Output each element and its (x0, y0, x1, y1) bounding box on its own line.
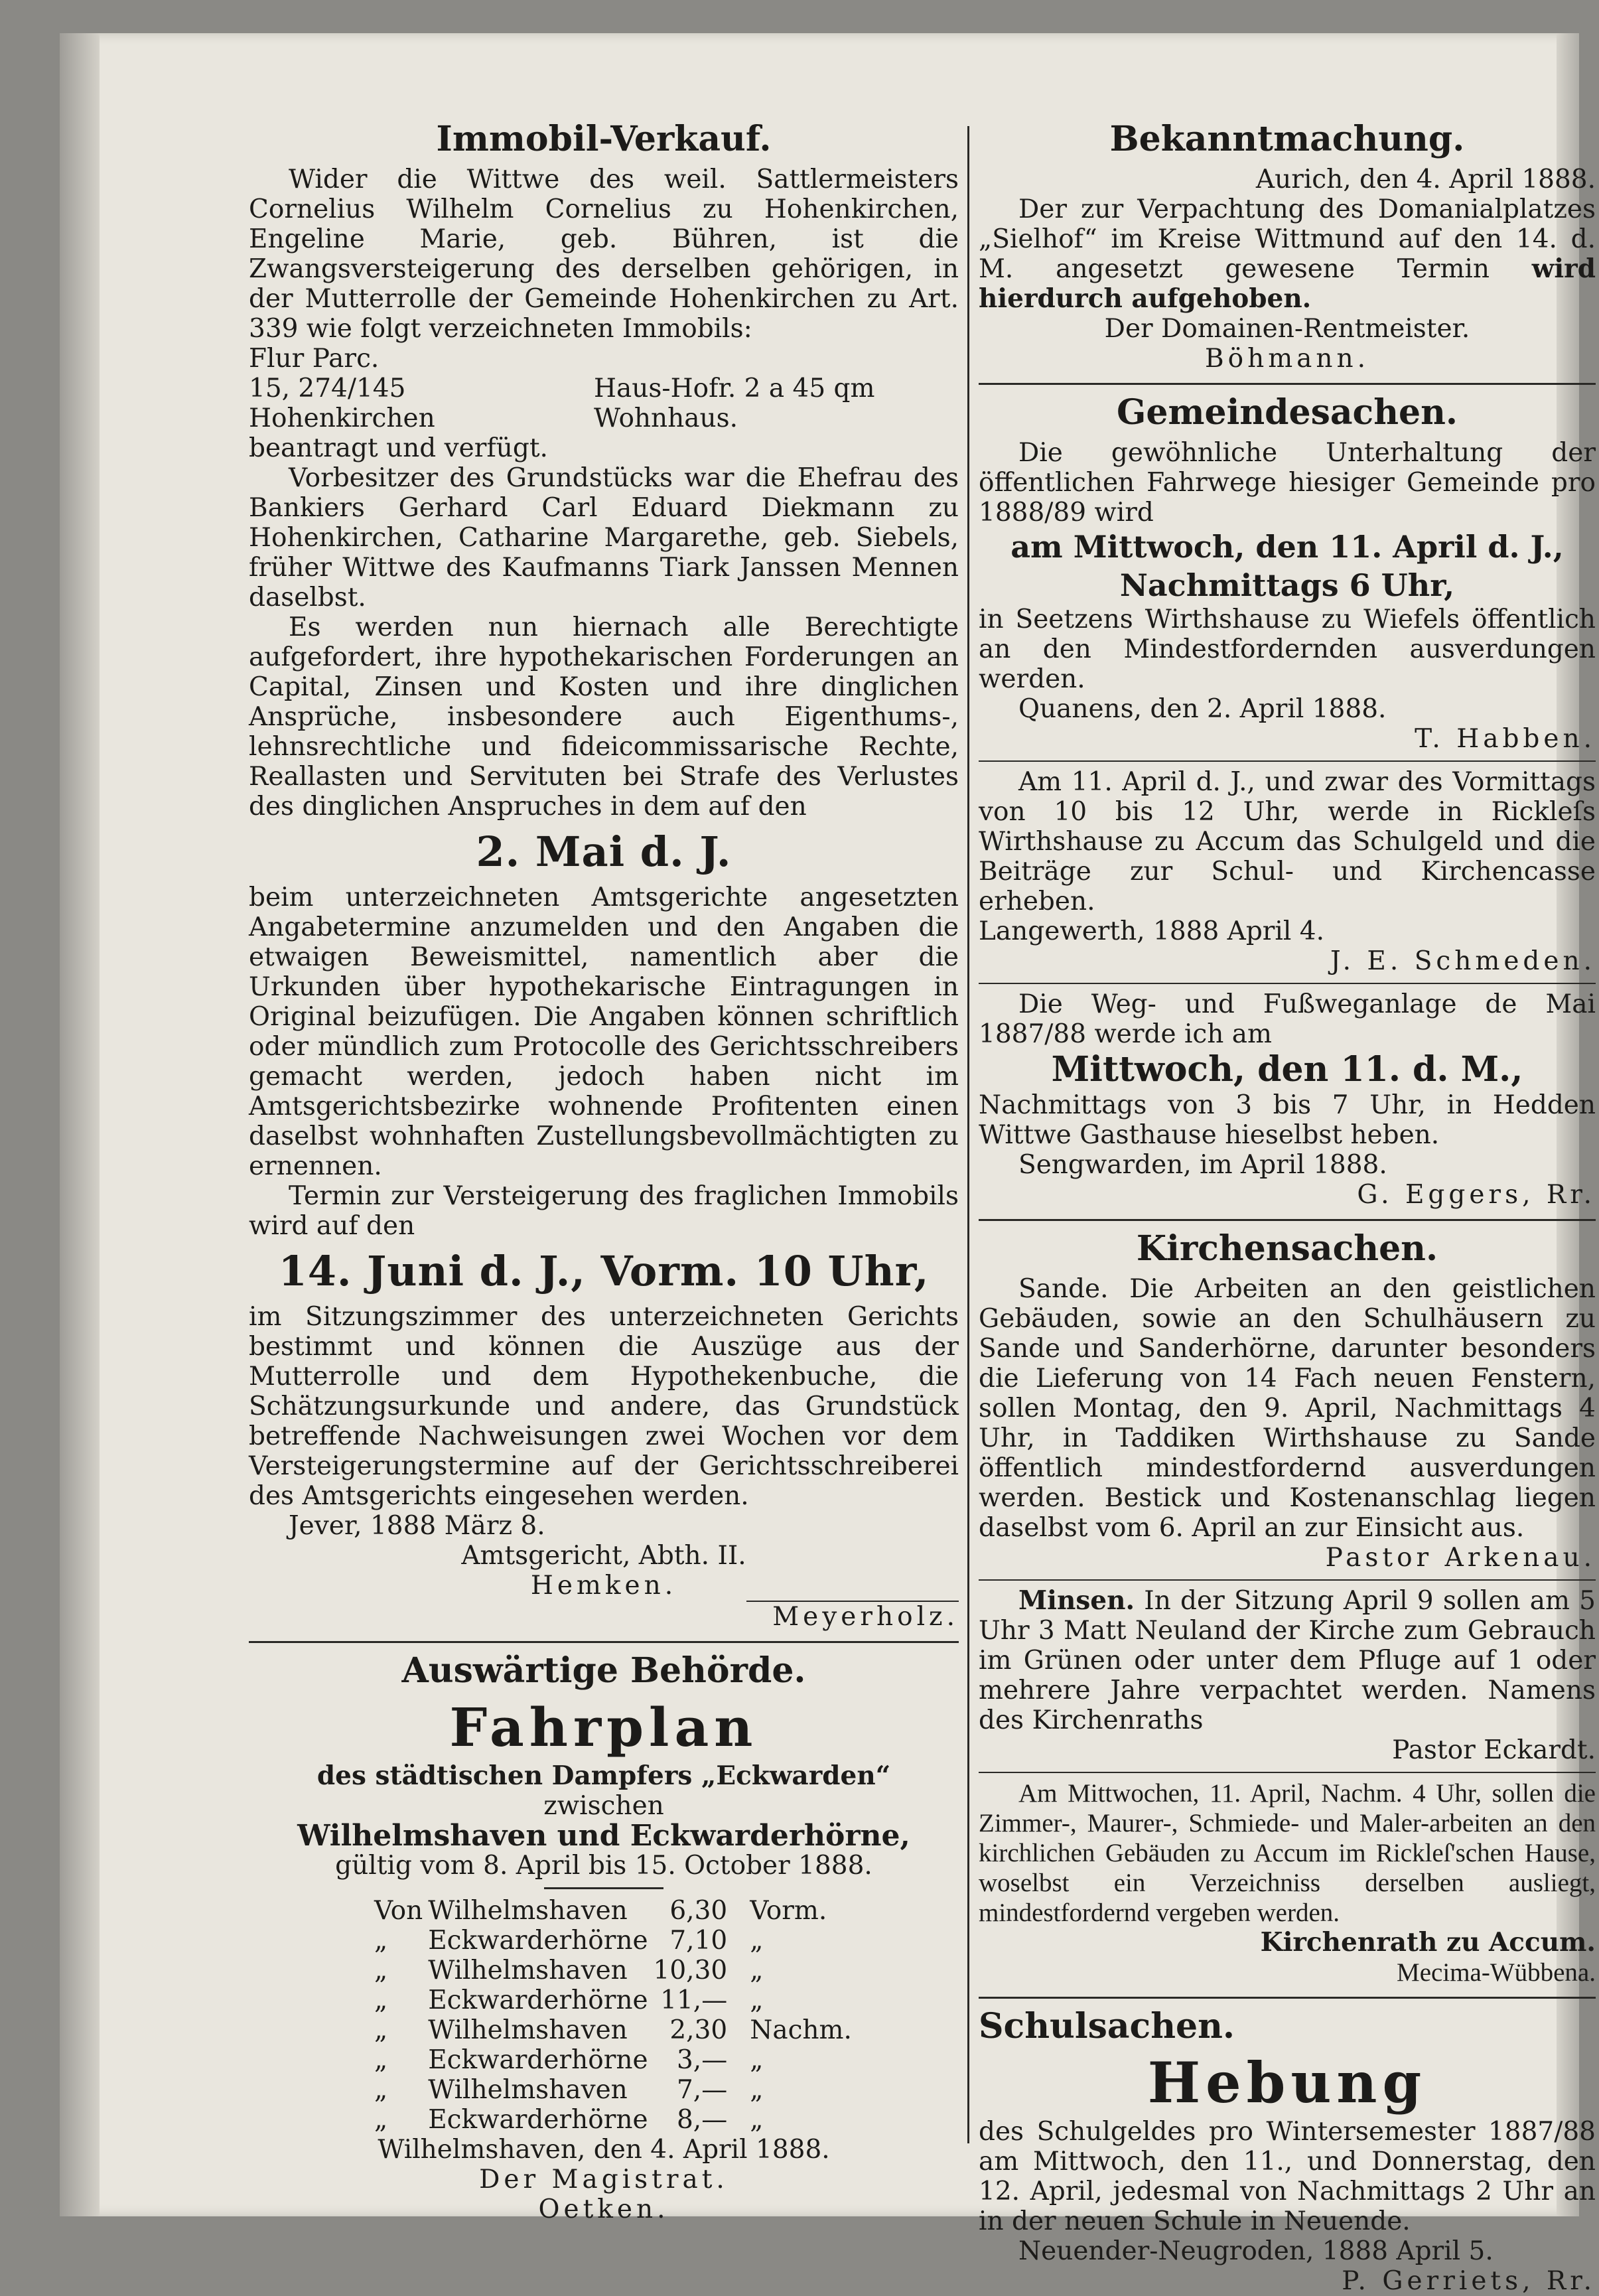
schedule-time: 6,30 (669, 1896, 728, 1926)
immobil-date2: 14. Juni d. J., Vorm. 10 Uhr, (278, 1247, 930, 1295)
immobil-place: Jever, 1888 März 8. (289, 1511, 545, 1541)
schul-place: Neuender-Neugroden, 1888 April 5. (1018, 2236, 1494, 2266)
schedule-quote: „ (374, 1956, 388, 1985)
schedule-dest: Wilhelmshaven (428, 1956, 628, 1985)
schedule-quote: „ (374, 2105, 388, 2135)
kirchen-p2-text: In der Sitzung April 9 sollen am 5 Uhr 3 Matt Neuland der Kirche zum Gebrauch im Grünen oder unter dem Pfluge auf 1 oder mehrere Jahre verpachtet werden. Namens des Kirchenraths (979, 1586, 1596, 1735)
kirchen-sign3: Kirchenrath zu Accum. (1260, 1927, 1596, 1958)
schedule-unit: Nachm. (750, 2015, 852, 2045)
schedule-time: 7,10 (669, 1926, 728, 1956)
kirchen-p1: Sande. Die Arbeiten an den geistlichen Gebäuden, sowie an den Schulhäusern zu Sande und Sanderhörne, darunter besonders die Lieferung von 14 Fach neuen Fenstern, sollen Montag, den 9. April, Nachmittags 4 Uhr, in Taddiken Wirthshause zu Sande öffentlich mindestfordernd ausverdungen werden. Bestick und Kostenanschlag liegen daselbst vom 6. April an zur Einsicht aus. (979, 1274, 1596, 1543)
schedule-unit: „ (750, 2075, 764, 2105)
schedule-dest: Wilhelmshaven (428, 2015, 628, 2045)
column-divider (967, 126, 969, 2143)
schedule-time: 7,— (676, 2075, 728, 2105)
schedule-row (372, 1956, 855, 1985)
bekannt-sign1: Der Domainen-Rentmeister. (1104, 314, 1470, 344)
schedule-time: 11,— (660, 1985, 728, 2015)
fahrplan-sub2: zwischen (543, 1791, 664, 1821)
short-rule (544, 1887, 663, 1889)
immobil-p3: Vorbesitzer des Grundstücks war die Ehefrau des Bankiers Gerhard Carl Eduard Diekmann zu Hohenkirchen, Catharine Margarethe, geb. Siebels, früher Wittwe des Kaufmanns Tiark Janssen Mennen daselbst. (249, 463, 959, 612)
gemeinde-p1: Die gewöhnliche Unterhaltung der öffentlichen Fahrwege hiesiger Gemeinde pro 1888/89 wird (979, 438, 1596, 528)
immobil-p7: im Sitzungszimmer des unterzeichneten Gerichts bestimmt und können die Auszüge aus der Mutterrolle und dem Hypothekenbuche, die Schätzungsurkunde und andere, das Grundstück betreffende Nachweisungen zwei Wochen vor dem Versteigerungstermine auf der Gerichtsschreiberei des Amtsgerichts eingesehen werden. (249, 1302, 959, 1511)
schedule-row (372, 1896, 855, 1926)
schul-sign: P. Gerriets, Rr. (1342, 2266, 1596, 2296)
page-spine (60, 33, 100, 2216)
section-rule (249, 1641, 959, 1643)
fahrplan-sign1: Der Magistrat. (479, 2165, 729, 2194)
gemeinde-p2: in Seetzens Wirthshause zu Wiefels öffentlich an den Mindestfordernden ausverdungen werden. (979, 605, 1596, 694)
flur-label: Flur Parc. (249, 344, 380, 374)
schedule-unit: „ (750, 2105, 764, 2135)
gemeinde-place2: Langewerth, 1888 April 4. (979, 916, 1324, 946)
gemeinde-sign3: G. Eggers, Rr. (1357, 1180, 1596, 1210)
gemeinde-title: Gemeindesachen. (1116, 392, 1458, 433)
immobil-p1: Wider die Wittwe des weil. Sattlermeisters Cornelius Wilhelm Cornelius zu Hohenkirchen, Engeline Marie, geb. Bühren, ist die Zwangsversteigerung des derselben gehörigen, in der Mutterrolle der Gemeinde Hohenkirchen zu Art. 339 wie folgt verzeichneten Immobils: (249, 165, 959, 344)
immobil-p2: beantragt und verfügt. (249, 433, 548, 463)
gemeinde-sign1: T. Habben. (1415, 724, 1596, 754)
schedule-quote: Von (374, 1896, 423, 1926)
fahrplan-schedule (372, 1896, 852, 2135)
gemeinde-big2: Nachmittags 6 Uhr, (1119, 567, 1455, 603)
notice-rule (979, 1579, 1596, 1581)
schedule-dest: Wilhelmshaven (428, 1896, 628, 1926)
notice-rule (979, 983, 1596, 984)
kirchen-sign2: Pastor Eckardt. (1392, 1735, 1596, 1765)
section-rule (979, 383, 1596, 385)
schedule-time: 10,30 (653, 1956, 728, 1985)
kirchen-p2 (979, 1586, 1596, 1735)
schedule-quote: „ (374, 2075, 388, 2105)
kirchen-sign1: Pastor Arkenau. (1325, 1543, 1596, 1573)
section-rule (979, 1997, 1596, 1999)
bekannt-text (979, 194, 1596, 314)
newspaper-page (60, 33, 1596, 2296)
immobil-date1: 2. Mai d. J. (476, 827, 732, 876)
schedule-dest: Eckwarderhörne (428, 1985, 648, 2015)
schedule-time: 3,— (676, 2045, 728, 2075)
immobil-court: Amtsgericht, Abth. II. (461, 1541, 746, 1571)
gemeinde-big3: Mittwoch, den 11. d. M., (1051, 1049, 1523, 1090)
immobil-clerk: Meyerholz. (746, 1601, 959, 1632)
behoerde-title: Auswärtige Behörde. (401, 1650, 806, 1691)
schul-title: Schulsachen. (979, 2006, 1235, 2046)
schedule-table (372, 1896, 855, 2135)
schedule-dest: Wilhelmshaven (428, 2075, 628, 2105)
schul-p1: des Schulgeldes pro Wintersemester 1887/88 am Mittwoch, den 11., und Donnerstag, den 12. April, jedesmal von Nachmittags 2 Uhr an in der neuen Schule in Neuende. (979, 2117, 1596, 2236)
bekannt-title: Bekanntmachung. (1109, 119, 1465, 159)
schedule-row (372, 2105, 855, 2135)
haus-line-2: Wohnhaus. (594, 403, 738, 433)
flur-line: 15, 274/145 Hohenkirchen (249, 374, 435, 433)
gemeinde-place1: Quanens, den 2. April 1888. (1018, 694, 1387, 724)
schedule-row (372, 1985, 855, 2015)
haus-line-1: Haus-Hofr. 2 a 45 qm (594, 374, 875, 403)
schedule-time: 8,— (676, 2105, 728, 2135)
fahrplan-sign2: Oetken. (538, 2194, 669, 2224)
schedule-row (372, 2075, 855, 2105)
bekannt-sign2: Böhmann. (1204, 344, 1370, 374)
schedule-unit: „ (750, 1985, 764, 2015)
notice-rule (979, 760, 1596, 762)
gemeinde-place3: Sengwarden, im April 1888. (1018, 1150, 1387, 1180)
bekannt-text-pre: Der zur Verpachtung des Domanialplatzes „Sielhof“ im Kreise Wittmund auf den 14. d. M. angesetzt gewesene Termin (979, 194, 1596, 284)
kirchen-sign4: Mecima-Wübbena. (1397, 1958, 1596, 1987)
left-column (249, 113, 959, 2224)
schedule-row (372, 1926, 855, 1956)
schedule-quote: „ (374, 1985, 388, 2015)
schedule-dest: Eckwarderhörne (428, 2105, 648, 2135)
gemeinde-sign2: J. E. Schmeden. (1330, 946, 1596, 976)
schedule-quote: „ (374, 2045, 388, 2075)
kirchen-title: Kirchensachen. (1136, 1228, 1438, 1269)
schedule-quote: „ (374, 1926, 388, 1956)
immobil-judge: Hemken. (530, 1571, 677, 1601)
haus-entry (594, 374, 959, 433)
gemeinde-p5: Nachmittags von 3 bis 7 Uhr, in Hedden Wittwe Gasthause hieselbst heben. (979, 1090, 1596, 1150)
notice-rule (979, 1772, 1596, 1773)
schedule-row (372, 2045, 855, 2075)
fahrplan-place: Wilhelmshaven, den 4. April 1888. (378, 2135, 830, 2165)
schedule-unit: „ (750, 1926, 764, 1956)
kirchen-p3: Am Mittwochen, 11. April, Nachm. 4 Uhr, sollen die Zimmer-, Maurer-, Schmiede- und Maler-arbeiten an den kirchlichen Gebäuden zu Accum im Rickleſ'schen Hause, woselbst ein Verzeichniss derselben ausliegt, mindestfordernd vergeben werden. (979, 1779, 1596, 1927)
immobil-p4: Es werden nun hiernach alle Berechtigte aufgefordert, ihre hypothekarischen Forderungen an Capital, Zinsen und Kosten und ihre dinglichen Ansprüche, insbesondere auch Eigenthums-, lehnsrechtliche und fideicommissarische Rechte, Reallasten und Servituten bei Strafe des Verlustes des dinglichen Anspruches in dem auf den (249, 612, 959, 822)
right-column (979, 113, 1596, 2296)
schedule-dest: Eckwarderhörne (428, 2045, 648, 2075)
fahrplan-sub4: gültig vom 8. April bis 15. October 1888. (335, 1851, 872, 1881)
schedule-row (372, 2015, 855, 2045)
bekannt-date: Aurich, den 4. April 1888. (1255, 165, 1596, 194)
immobil-p6: Termin zur Versteigerung des fraglichen Immobils wird auf den (249, 1181, 959, 1241)
schedule-unit: „ (750, 2045, 764, 2075)
section-rule (979, 1219, 1596, 1221)
fahrplan-sub3: Wilhelmshaven und Eckwarderhörne, (297, 1819, 910, 1853)
fahrplan-sub1: des städtischen Dampfers „Eckwarden“ (316, 1760, 891, 1791)
immobil-title: Immobil-Verkauf. (436, 119, 772, 159)
schedule-unit: „ (750, 1956, 764, 1985)
immobil-p5: beim unterzeichneten Amtsgerichte angesetzten Angabetermine anzumelden und den Angaben die etwaigen Beweismittel, namentlich aber die Urkunden über hypothekarische Eintragungen in Original beizufügen. Die Angaben können schriftlich oder mündlich zum Protocolle des Gerichtsschreibers gemacht werden, jedoch haben nicht im Amtsgerichtsbezirke wohnende Profitenten einen daselbst wohnhaften Zustellungsbevollmächtigten zu ernennen. (249, 883, 959, 1181)
fahrplan-heading: Fahrplan (449, 1696, 758, 1758)
schedule-quote: „ (374, 2015, 388, 2045)
gemeinde-big1: am Mittwoch, den 11. April d. J., (1010, 529, 1564, 565)
gemeinde-p3: Am 11. April d. J., und zwar des Vormittags von 10 bis 12 Uhr, werde in Rickleſs Wirthshause zu Accum das Schulgeld und die Beiträge zur Schul- und Kirchencasse erheben. (979, 767, 1596, 916)
flur-row (249, 374, 959, 433)
bekannt-text-bold: wird hierdurch aufgehoben. (979, 253, 1596, 314)
gemeinde-p4: Die Weg- und Fußweganlage de Mai 1887/88 werde ich am (979, 989, 1596, 1049)
schedule-dest: Eckwarderhörne (428, 1926, 648, 1956)
kirchen-p2-lead: Minsen. (1018, 1585, 1135, 1616)
schedule-time: 2,30 (669, 2015, 728, 2045)
schedule-unit: Vorm. (750, 1896, 827, 1926)
schul-big: Hebung (1147, 2050, 1427, 2116)
